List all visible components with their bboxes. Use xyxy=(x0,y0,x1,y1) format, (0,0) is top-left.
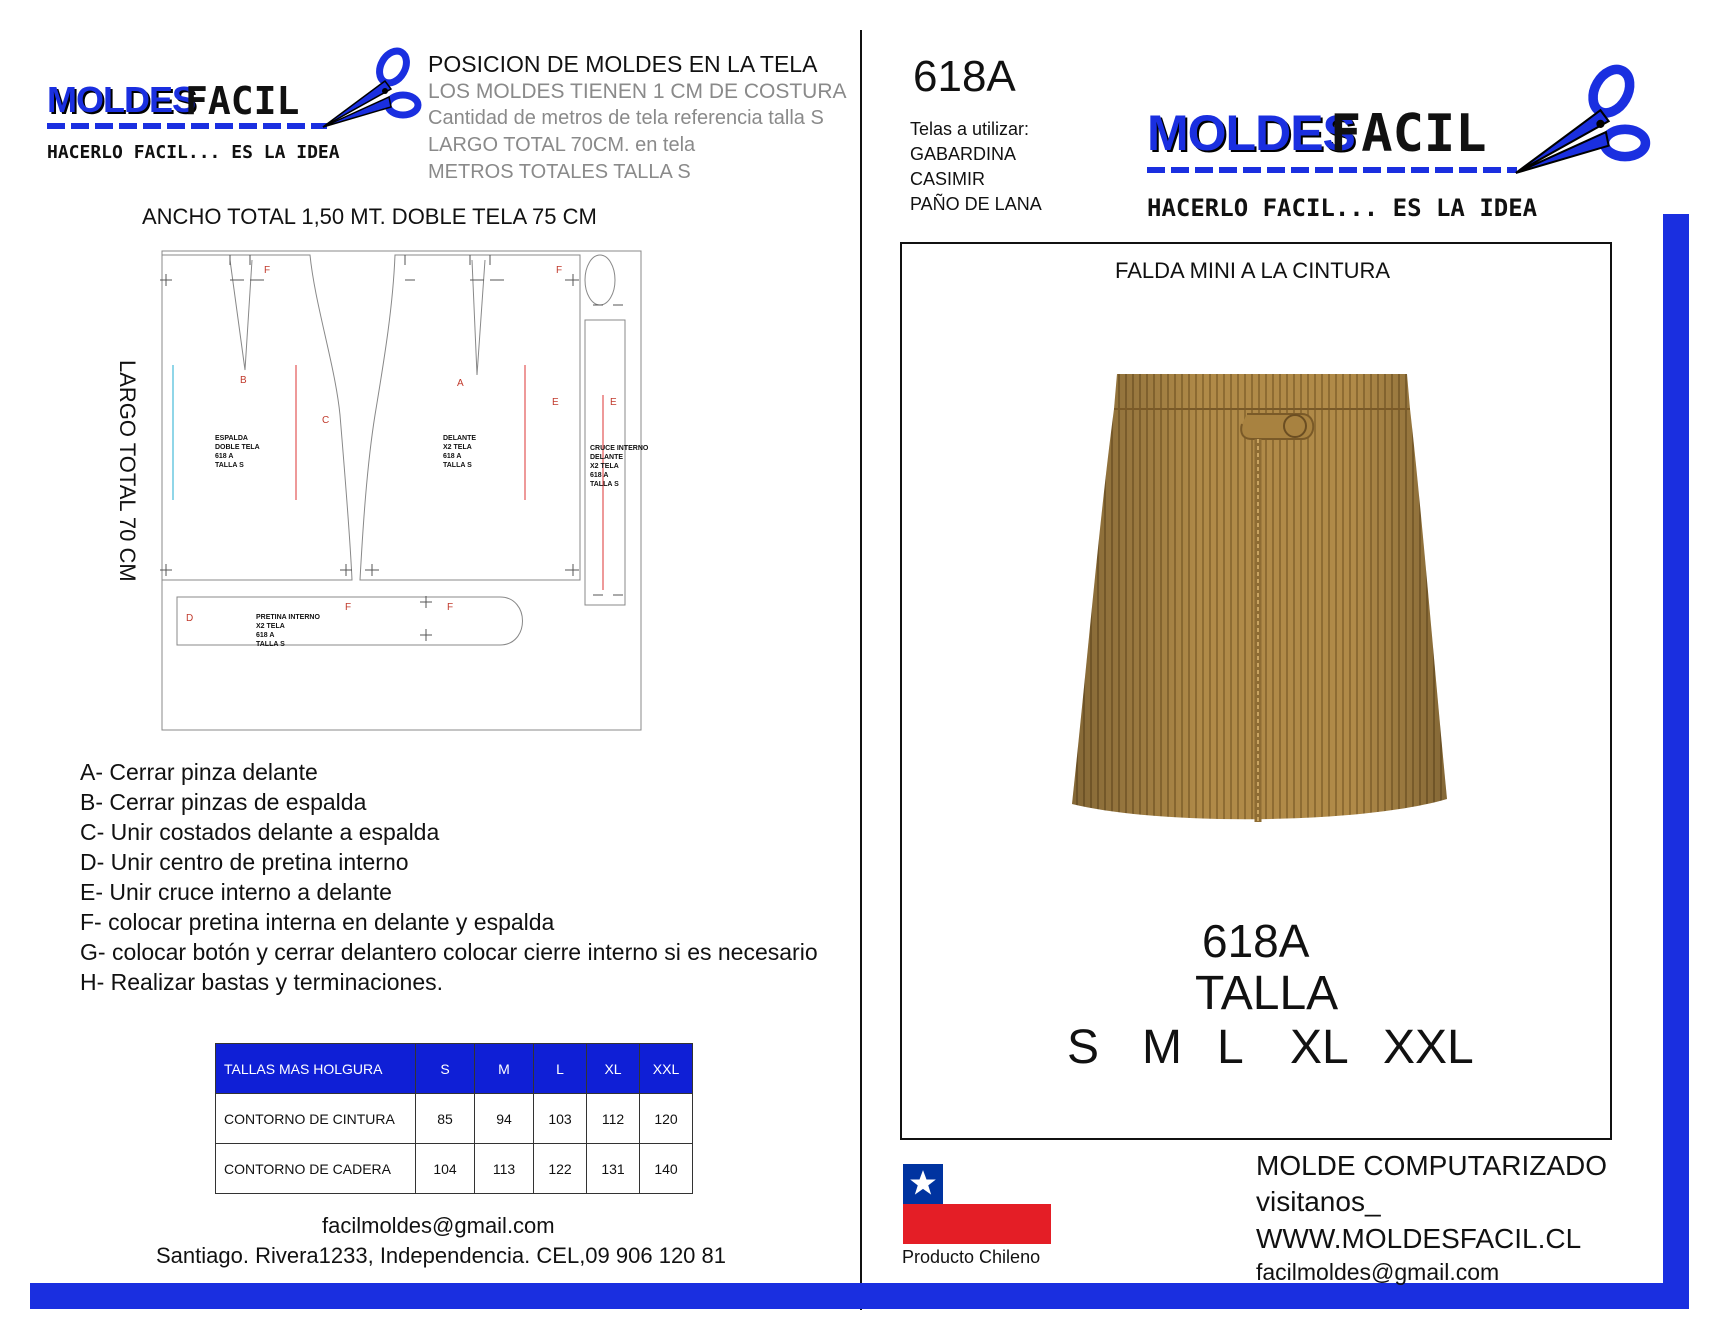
size-table xyxy=(215,1043,693,1194)
logo-moldes-text: MOLDES xyxy=(1147,105,1355,161)
logo-facil-text: FACIL xyxy=(185,79,300,123)
website-link[interactable]: WWW.MOLDESFACIL.CL xyxy=(1256,1223,1582,1254)
product-code: 618A xyxy=(1202,915,1310,967)
instruction-item: E- Unir cruce interno a delante xyxy=(80,879,392,905)
instructions-list xyxy=(80,757,840,997)
mark-e-2: E xyxy=(610,397,617,408)
cruce-label: CRUCE INTERNO DELANTE X2 TELA 618 A TALLA S xyxy=(590,445,649,488)
logo-dash-line xyxy=(1147,167,1517,173)
mark-c: C xyxy=(322,415,330,426)
mark-a: A xyxy=(457,378,464,389)
cruce-piece xyxy=(585,255,615,305)
page-divider xyxy=(860,30,862,1310)
mark-f-3: F xyxy=(345,602,352,613)
logo-dash-line xyxy=(47,123,327,129)
chile-flag xyxy=(903,1164,1051,1244)
logo-facil-text: FACIL xyxy=(1330,104,1487,164)
layout-title: POSICION DE MOLDES EN LA TELA xyxy=(428,51,818,77)
logo-right xyxy=(1145,100,1665,230)
mark-b: B xyxy=(240,375,247,386)
visit-text: visitanos_ xyxy=(1256,1186,1381,1217)
instruction-item: A- Cerrar pinza delante xyxy=(80,759,318,785)
logo-left xyxy=(45,75,425,175)
logo-tagline: HACERLO FACIL... ES LA IDEA xyxy=(47,142,340,163)
scissors-icon xyxy=(315,45,425,135)
flag-red-stripe xyxy=(903,1204,1051,1244)
right-email[interactable]: facilmoldes@gmail.com xyxy=(1256,1259,1500,1285)
right-code: 618A xyxy=(913,52,1016,101)
flag-white-stripe xyxy=(943,1164,1051,1204)
bottom-blue-bar xyxy=(30,1283,1689,1309)
size-l: L xyxy=(1217,1021,1244,1074)
instruction-item: F- colocar pretina interna en delante y espalda xyxy=(80,909,555,935)
contact-block xyxy=(1256,1148,1607,1286)
size-xxl: XXL xyxy=(1383,1021,1474,1074)
table-row: CONTORNO DE CINTURA 85 94 103 112 120 xyxy=(216,1094,693,1144)
layout-heading xyxy=(428,51,848,186)
delante-piece xyxy=(360,255,580,580)
pattern-layout-diagram xyxy=(155,245,655,735)
product-frame xyxy=(900,242,1612,1140)
size-m: M xyxy=(1142,1021,1182,1074)
fabrics-title: Telas a utilizar: xyxy=(910,119,1030,139)
right-blue-bar xyxy=(1663,214,1689,1309)
fabric-item: PAÑO DE LANA xyxy=(910,194,1042,214)
star-icon xyxy=(909,1169,937,1197)
logo-moldes-text: MOLDES xyxy=(47,79,196,120)
fabrics-block xyxy=(910,117,1042,217)
scissors-icon xyxy=(1505,60,1655,185)
layout-note-1: LOS MOLDES TIENEN 1 CM DE COSTURA xyxy=(428,80,847,103)
instruction-item: G- colocar botón y cerrar delantero colocar cierre interno si es necesario xyxy=(80,939,818,965)
espalda-label: ESPALDA DOBLE TELA 618 A TALLA S xyxy=(215,435,260,469)
size-xl: XL xyxy=(1290,1021,1349,1074)
fabric-item: CASIMIR xyxy=(910,169,986,189)
largo-total: LARGO TOTAL 70 CM xyxy=(115,360,140,582)
left-email[interactable]: facilmoldes@gmail.com xyxy=(322,1213,555,1238)
product-title: FALDA MINI A LA CINTURA xyxy=(1115,258,1391,283)
mark-e-1: E xyxy=(552,397,559,408)
mark-f-1: F xyxy=(264,265,271,276)
layout-note-4: METROS TOTALES TALLA S xyxy=(428,161,691,183)
skirt-illustration xyxy=(1062,364,1462,864)
talla-label: TALLA xyxy=(1195,967,1339,1020)
mark-f-4: F xyxy=(447,602,454,613)
fabric-outline xyxy=(162,251,641,730)
ancho-total: ANCHO TOTAL 1,50 MT. DOBLE TELA 75 CM xyxy=(142,204,597,229)
table-row: CONTORNO DE CADERA 104 113 122 131 140 xyxy=(216,1144,693,1194)
pretina-label: PRETINA INTERNO X2 TELA 618 A TALLA S xyxy=(256,614,320,648)
flag-caption: Producto Chileno xyxy=(902,1247,1041,1267)
layout-note-3: LARGO TOTAL 70CM. en tela xyxy=(428,134,696,156)
delante-label: DELANTE X2 TELA 618 A TALLA S xyxy=(443,435,477,469)
logo-tagline: HACERLO FACIL... ES LA IDEA xyxy=(1147,194,1538,222)
instruction-item: H- Realizar bastas y terminaciones. xyxy=(80,969,444,995)
left-address: Santiago. Rivera1233, Independencia. CEL,09 906 120 81 xyxy=(156,1243,726,1268)
fabric-item: GABARDINA xyxy=(910,144,1017,164)
instruction-item: C- Unir costados delante a espalda xyxy=(80,819,440,845)
size-table-header: TALLAS MAS HOLGURA S M L XL XXL xyxy=(216,1044,693,1094)
layout-note-2: Cantidad de metros de tela referencia talla S xyxy=(428,107,824,129)
mark-d: D xyxy=(186,613,194,624)
instruction-item: B- Cerrar pinzas de espalda xyxy=(80,789,367,815)
molde-computarizado: MOLDE COMPUTARIZADO xyxy=(1256,1150,1608,1181)
size-s: S xyxy=(1067,1021,1100,1074)
instruction-item: D- Unir centro de pretina interno xyxy=(80,849,409,875)
mark-f-2: F xyxy=(556,265,563,276)
